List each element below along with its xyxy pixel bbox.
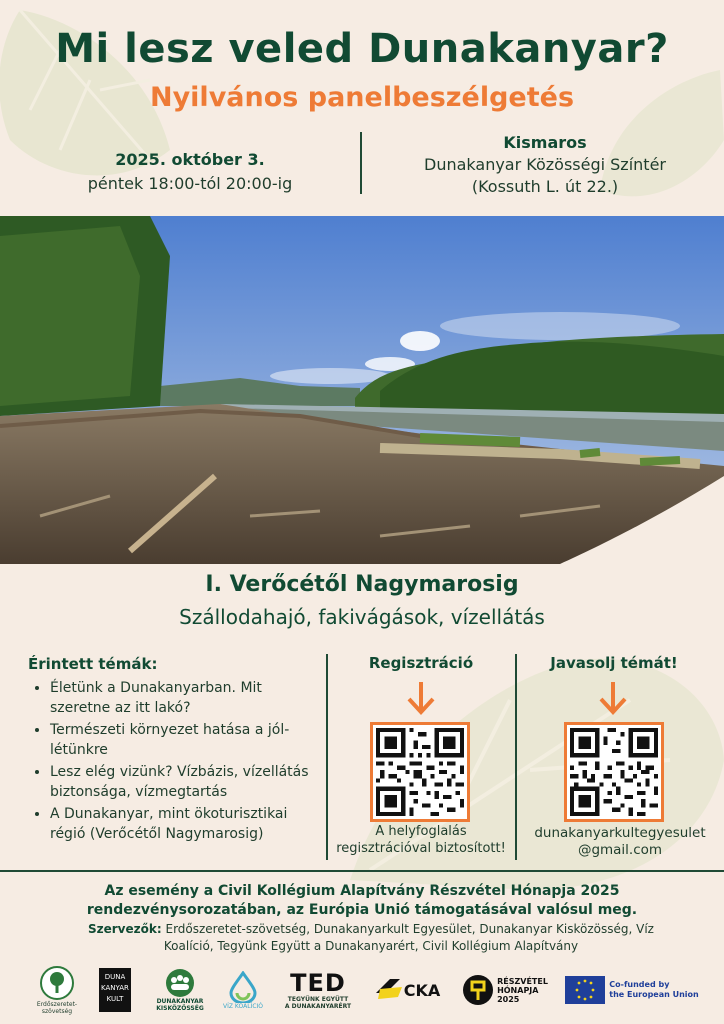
- contact-email[interactable]: [520, 825, 720, 859]
- kiskoz-line-2: KISKÖZÖSSÉG: [156, 1005, 204, 1012]
- registration-heading: Regisztráció: [368, 654, 474, 672]
- viz-koalicio-logo: [218, 964, 268, 1016]
- reszvetel-mark-icon: [462, 974, 494, 1006]
- reszvetel-line-1: RÉSZVÉTEL: [497, 976, 548, 986]
- topics-heading: Érintett témák:: [28, 655, 158, 673]
- eu-cofunded-logo: [562, 964, 702, 1016]
- funding-line-2: rendezvénysorozatában, az Európia Unió támogatásával valósul meg.: [86, 902, 638, 918]
- event-location: [390, 132, 700, 198]
- water-drop-icon: [228, 971, 258, 1003]
- funding-statement: [0, 882, 724, 920]
- section-title: I. Verőcétől Nagymarosig: [205, 572, 519, 597]
- ted-logo-big: TED: [290, 969, 346, 997]
- funding-line-1: Az esemény a Civil Kollégium Alapítvány Részvétel Hónapja 2025: [104, 883, 620, 899]
- dk-logo-line-2: KANYAR: [101, 984, 129, 992]
- section-subtitle: Szállodahajó, fakivágások, vízellátás: [179, 605, 545, 629]
- ted-line-1: TEGYÜNK EGYÜTT: [287, 996, 349, 1003]
- event-address: (Kossuth L. út 22.): [471, 177, 619, 196]
- ted-line-2: A DUNAKANYARÉRT: [284, 1003, 352, 1010]
- event-date: 2025. október 3.: [115, 150, 265, 169]
- reszvetel-line-3: 2025: [497, 994, 520, 1004]
- divider: [515, 654, 517, 860]
- eu-line-2: the European Union: [609, 990, 699, 999]
- divider: [326, 654, 328, 860]
- arrow-down-icon: [406, 682, 436, 716]
- email-line-1: dunakanyarkultegyesulet: [534, 825, 706, 841]
- registration-qr-code[interactable]: [370, 722, 470, 822]
- suggest-heading: Javasolj témát!: [550, 654, 678, 672]
- list-item: • Természeti környezet hatása a jól-létünkre: [50, 720, 318, 760]
- registration-note-line-1: A helyfoglalás: [375, 824, 467, 839]
- registration-note: [330, 823, 512, 857]
- erdoszeretet-logo: [30, 964, 84, 1016]
- reszvetel-honapja-logo: [460, 964, 550, 1016]
- danube-landscape-photo: [0, 216, 724, 564]
- dunakanyarkult-logo: [98, 964, 132, 1016]
- organizers-label: Szervezők:: [88, 922, 162, 936]
- organizers: [76, 921, 666, 955]
- email-line-2: @gmail.com: [577, 842, 663, 858]
- list-item: • Életünk a Dunakanyarban. Mit szeretne az itt lakó?: [50, 678, 318, 718]
- divider: [360, 132, 362, 194]
- dk-logo-line-1: DUNA: [104, 973, 126, 981]
- kiskoz-line-1: DUNAKANYAR: [156, 998, 204, 1005]
- people-icon: [163, 968, 197, 998]
- list-item: • Lesz elég vizünk? Vízbázis, vízellátás biztonsága, vízmegtartás: [50, 762, 318, 802]
- registration-note-line-2: regisztrációval biztosított!: [336, 841, 506, 856]
- event-time: péntek 18:00-tól 20:00-ig: [87, 174, 293, 193]
- eu-flag-icon: [565, 976, 605, 1004]
- erdo-logo-text: Erdőszeretet-szövetség: [36, 1001, 78, 1015]
- viz-logo-text: VÍZ KOALÍCIÓ: [222, 1002, 263, 1010]
- eu-line-1: Co-funded by: [609, 980, 670, 989]
- cka-logo-text: CKA: [403, 980, 441, 1000]
- page-subtitle: Nyilvános panelbeszélgetés: [149, 82, 575, 113]
- list-item: • A Dunakanyar, mint ökoturisztikai régió (Verőcétől Nagymarosig): [50, 804, 318, 844]
- arrow-down-icon: [598, 682, 628, 716]
- divider: [0, 870, 724, 872]
- event-town: Kismaros: [503, 133, 587, 152]
- organizers-list: Erdőszeretet-szövetség, Dunakanyarkult Egyesület, Dunakanyar Kisközösség, Víz Koalíció, Tegyünk Együtt a Dunakanyarért, Civil Kollégium Alapítvány: [163, 922, 654, 953]
- topics-list: [28, 654, 318, 846]
- cka-mark-icon: [374, 975, 404, 1005]
- reszvetel-line-2: HÓNAPJA: [497, 985, 539, 995]
- partner-logos: [0, 964, 724, 1016]
- suggest-qr-code[interactable]: [564, 722, 664, 822]
- page-title: Mi lesz veled Dunakanyar?: [55, 26, 669, 72]
- ted-logo: [282, 964, 354, 1016]
- event-datetime: [40, 148, 340, 196]
- cka-logo: [372, 964, 442, 1016]
- tree-icon: [39, 965, 75, 1001]
- event-venue: Dunakanyar Közösségi Színtér: [424, 155, 666, 174]
- dk-logo-line-3: KULT: [106, 995, 124, 1003]
- kiskozosseg-logo: [152, 964, 208, 1016]
